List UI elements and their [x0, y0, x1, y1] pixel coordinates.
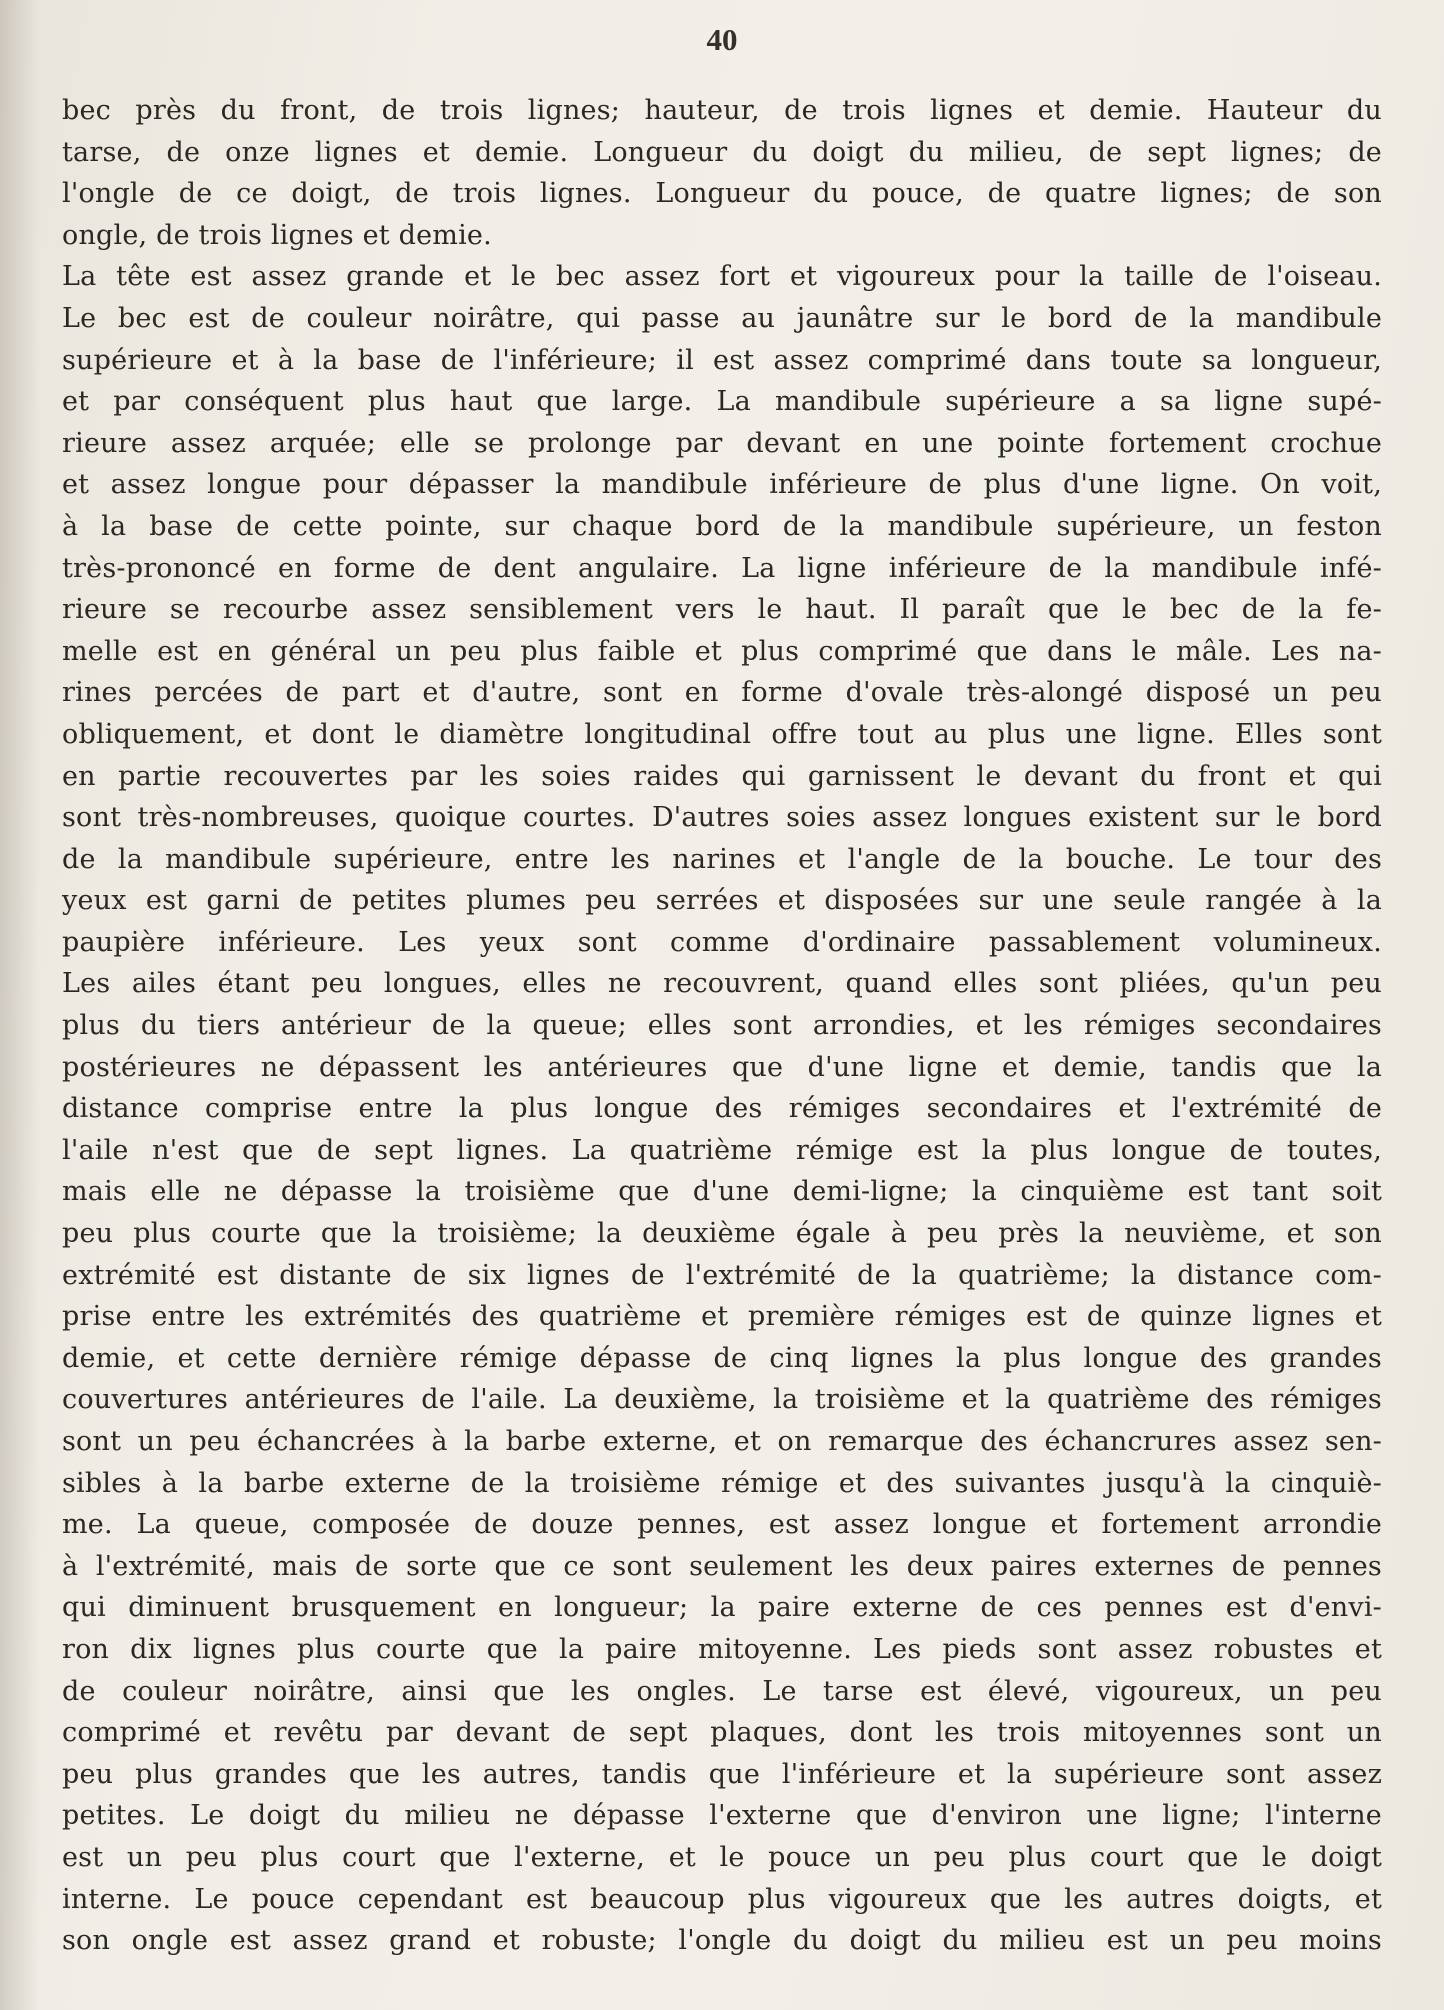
text-line: couvertures antérieures de l'aile. La deuxième, la troisième et la quatrième des rémiges — [62, 1384, 1382, 1416]
text-line: ron dix lignes plus courte que la paire mitoyenne. Les pieds sont assez robustes et — [62, 1633, 1382, 1665]
text-line: demie, et cette dernière rémige dépasse de cinq lignes la plus longue des grandes — [62, 1342, 1382, 1374]
text-line: comprimé et revêtu par devant de sept plaques, dont les trois mitoyennes sont un — [62, 1717, 1382, 1749]
text-line: postérieures ne dépassent les antérieures que d'une ligne et demie, tandis que la — [62, 1051, 1382, 1083]
text-line: et par conséquent plus haut que large. La mandibule supérieure a sa ligne supé- — [62, 386, 1382, 418]
text-line: à l'extrémité, mais de sorte que ce sont seulement les deux paires externes de pennes — [62, 1550, 1382, 1582]
text-line: peu plus grandes que les autres, tandis que l'inférieure et la supérieure sont assez — [62, 1758, 1382, 1790]
text-line: peu plus courte que la troisième; la deuxième égale à peu près la neuvième, et son — [62, 1218, 1382, 1250]
text-line: l'aile n'est que de sept lignes. La quatrième rémige est la plus longue de toutes, — [62, 1134, 1382, 1166]
text-line: yeux est garni de petites plumes peu serrées et disposées sur une seule rangée à la — [62, 885, 1382, 917]
text-line: à la base de cette pointe, sur chaque bord de la mandibule supérieure, un feston — [62, 510, 1382, 542]
text-line: rieure assez arquée; elle se prolonge par devant en une pointe fortement crochue — [62, 427, 1382, 459]
binding-shadow — [0, 0, 40, 2010]
text-line: interne. Le pouce cependant est beaucoup plus vigoureux que les autres doigts, et — [62, 1883, 1382, 1915]
text-line: paupière inférieure. Les yeux sont comme d'ordinaire passablement volumineux. — [62, 926, 1382, 958]
text-line: Le bec est de couleur noirâtre, qui passe au jaunâtre sur le bord de la mandibule — [62, 302, 1382, 334]
text-line: petites. Le doigt du milieu ne dépasse l'externe que d'environ une ligne; l'interne — [62, 1800, 1382, 1832]
page-number: 40 — [706, 22, 738, 57]
text-line: obliquement, et dont le diamètre longitudinal offre tout au plus une ligne. Elles sont — [62, 718, 1382, 750]
text-line: rines percées de part et d'autre, sont en forme d'ovale très-alongé disposé un peu — [62, 677, 1382, 709]
text-line: prise entre les extrémités des quatrième et première rémiges est de quinze lignes et — [62, 1301, 1382, 1333]
text-line: me. La queue, composée de douze pennes, est assez longue et fortement arrondie — [62, 1509, 1382, 1541]
text-line: son ongle est assez grand et robuste; l'ongle du doigt du milieu est un peu moins — [62, 1925, 1382, 1957]
text-line: tarse, de onze lignes et demie. Longueur du doigt du milieu, de sept lignes; de — [62, 136, 1382, 168]
text-line: ongle, de trois lignes et demie. — [62, 219, 492, 251]
text-line: sibles à la barbe externe de la troisième rémige et des suivantes jusqu'à la cinquiè- — [62, 1467, 1382, 1499]
text-line: est un peu plus court que l'externe, et le pouce un peu plus court que le doigt — [62, 1841, 1382, 1873]
text-line: sont un peu échancrées à la barbe externe, et on remarque des échancrures assez sen- — [62, 1426, 1382, 1457]
text-line: rieure se recourbe assez sensiblement vers le haut. Il paraît que le bec de la fe- — [62, 594, 1382, 626]
text-line: melle est en général un peu plus faible et plus comprimé que dans le mâle. Les na- — [62, 635, 1382, 667]
text-line: distance comprise entre la plus longue des rémiges secondaires et l'extrémité de — [62, 1093, 1382, 1125]
text-line: qui diminuent brusquement en longueur; la paire externe de ces pennes est d'envi- — [62, 1592, 1382, 1624]
text-line: extrémité est distante de six lignes de l'extrémité de la quatrième; la distance com- — [62, 1259, 1382, 1291]
body-text — [62, 90, 1382, 1962]
text-line: mais elle ne dépasse la troisième que d'une demi-ligne; la cinquième est tant soit — [62, 1176, 1382, 1208]
text-line: bec près du front, de trois lignes; hauteur, de trois lignes et demie. Hauteur du — [62, 95, 1382, 126]
text-line: de couleur noirâtre, ainsi que les ongles. Le tarse est élevé, vigoureux, un peu — [62, 1675, 1382, 1707]
text-line: sont très-nombreuses, quoique courtes. D'autres soies assez longues existent sur le bord — [62, 802, 1382, 834]
text-line: plus du tiers antérieur de la queue; elles sont arrondies, et les rémiges secondaires — [62, 1010, 1382, 1042]
text-line: supérieure et à la base de l'inférieure; il est assez comprimé dans toute sa longueur, — [62, 344, 1382, 376]
text-line: en partie recouvertes par les soies raides qui garnissent le devant du front et qui — [62, 760, 1382, 792]
text-line: La tête est assez grande et le bec assez fort et vigoureux pour la taille de l'oiseau. — [62, 261, 1382, 293]
text-line: Les ailes étant peu longues, elles ne recouvrent, quand elles sont pliées, qu'un peu — [62, 968, 1382, 1000]
text-line: de la mandibule supérieure, entre les narines et l'angle de la bouche. Le tour des — [62, 843, 1382, 875]
text-line: et assez longue pour dépasser la mandibule inférieure de plus d'une ligne. On voit, — [62, 469, 1382, 501]
text-line: l'ongle de ce doigt, de trois lignes. Longueur du pouce, de quatre lignes; de son — [62, 178, 1382, 210]
text-line: très-prononcé en forme de dent angulaire. La ligne inférieure de la mandibule infé- — [62, 552, 1382, 584]
